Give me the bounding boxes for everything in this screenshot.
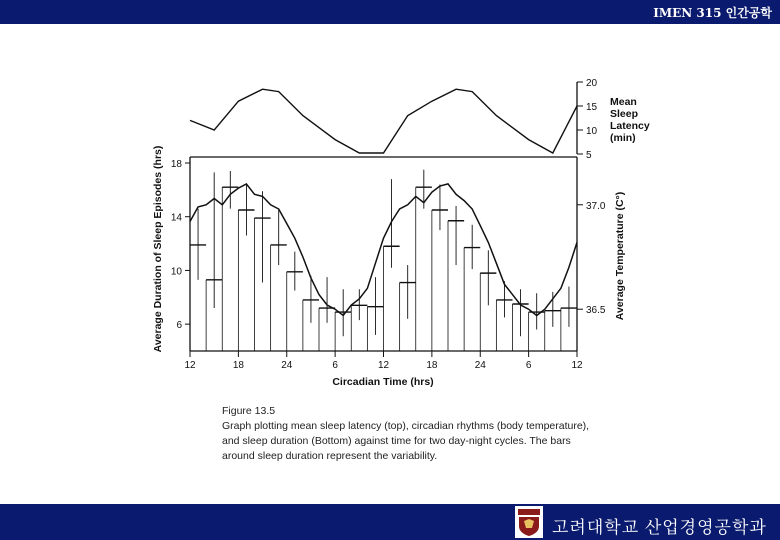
figure-caption [222,404,592,464]
sleep-duration-ylabel: Average Duration of Sleep Episodes (hrs) [152,145,164,353]
figure-13-5-chart [0,24,780,404]
latency-series-line [190,89,577,153]
x-tick-label: 12 [377,360,390,371]
latency-ylabel-line-1: Mean [610,96,637,108]
x-tick-label: 18 [426,360,438,371]
x-tick-label: 6 [332,360,338,371]
temperature-tick-label: 37.0 [586,200,606,212]
latency-ylabel-line-3: Latency [610,120,650,132]
main-panel [152,146,626,388]
latency-tick-label: 10 [586,126,598,137]
duration-tick-label: 18 [170,159,182,170]
latency-tick-label: 20 [586,78,598,89]
x-tick-label: 18 [232,360,244,371]
temperature-ylabel: Average Temperature (C°) [614,191,626,321]
duration-tick-label: 6 [176,320,182,332]
caption-title: Figure 13.5 [222,405,276,417]
x-tick-label: 24 [474,360,486,371]
temperature-tick-label: 36.5 [586,305,606,317]
duration-tick-label: 10 [170,266,182,278]
latency-tick-label: 15 [586,102,598,113]
x-tick-label: 12 [571,360,583,371]
latency-panel [190,78,650,161]
latency-ylabel-line-2: Sleep [610,108,639,120]
university-crest-icon [515,506,543,538]
duration-tick-label: 14 [170,212,182,224]
x-tick-label: 6 [525,360,532,371]
top-banner [0,0,780,24]
course-title: IMEN 315 인간공학 [653,6,772,20]
department-name: 고려대학교 산업경영공학과 [552,518,767,537]
x-axis-label: Circadian Time (hrs) [332,376,434,388]
latency-tick-label: 5 [586,150,592,161]
x-tick-label: 24 [281,360,293,371]
latency-ylabel-line-4: (min) [610,132,636,144]
x-tick-label: 12 [184,360,196,371]
caption-body: Graph plotting mean sleep latency (top), circadian rhythms (body temperature), and sleep duration (Bottom) against time for two day-night cycles. The bars around sleep duration represent the variability. [222,420,590,462]
